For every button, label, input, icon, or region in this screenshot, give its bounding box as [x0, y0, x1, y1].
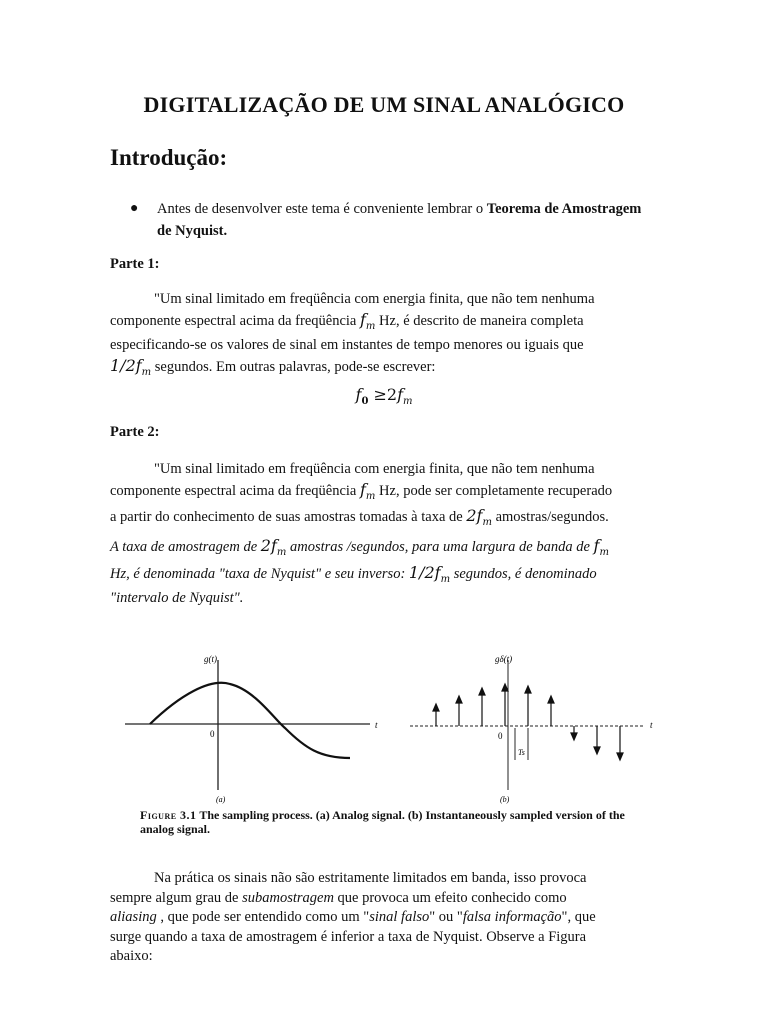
part2-line2b: Hz, pode ser completamente recuperado — [379, 482, 613, 499]
part2-label: Parte 2: — [110, 424, 160, 440]
bullet-bold: Teorema de Amostragem de Nyquist. — [157, 201, 642, 239]
t-label: t — [375, 720, 378, 730]
symbol-fm: $f_m$ — [360, 309, 376, 332]
analog-waveform — [150, 683, 350, 758]
part1-line2a: componente espectral acima da freqüência — [110, 312, 360, 329]
part2-line1: "Um sinal limitado em freqüência com energia finita, que não tem nenhuma — [154, 461, 595, 477]
subamostragem-term: subamostragem — [242, 889, 334, 906]
aliasing-term: aliasing — [110, 909, 157, 925]
part2-line2a: componente espectral acima da freqüência — [110, 482, 360, 499]
symbol-half-fm: $1/2f_m$ — [110, 355, 152, 378]
page-title: DIGITALIZAÇÃO DE UM SINAL ANALÓGICO — [143, 92, 625, 117]
part2-paragraph — [110, 460, 655, 533]
symbol-2fm: $2f_m$ — [466, 506, 492, 529]
part1-label: Parte 1: — [110, 256, 160, 272]
aliasing-paragraph: Na prática os sinais não são estritamente limitados em banda, isso provoca sempre algum grau de subamostragem que provoca um efeito conhecido como aliasing , que pode ser entendido como um "sinal falso" ou "falsa informação", que surge quando a taxa de amostragem é inferior a taxa de Nyquist. Observe a Figura abaixo: — [110, 870, 596, 964]
part2-line3c: amostras/segundos. — [495, 509, 609, 526]
bullet-icon: ● — [130, 201, 139, 216]
sub-b-label: (b) — [500, 795, 510, 804]
nyquist-definition: A taxa de amostragem de $2f_m$ amostras /segundos, para uma largura de banda de $f_m$ Hz, é denominada "taxa de Nyquist" e seu inverso: $1/2f_m$ segundos, é denominado "intervalo de Nyquist". — [110, 536, 609, 607]
g-label: g(t) — [204, 654, 217, 664]
part1-line3: especificando-se os valores de sinal em instantes de tempo menores ou iguais que — [110, 337, 584, 354]
bullet-text: Antes de desenvolver este tema é conveniente lembrar o — [157, 201, 487, 217]
caption-text: The sampling process. (a) Analog signal. (b) Instantaneously sampled version of the analog signal. — [140, 808, 625, 836]
symbol-half-fm: $1/2f_m$ — [408, 562, 451, 585]
figure-number: Figure 3.1 — [140, 808, 197, 822]
bullet-item — [130, 198, 650, 242]
zero-label: 0 — [210, 729, 215, 739]
figure-caption — [140, 808, 660, 836]
analog-signal-plot — [125, 654, 378, 804]
nyquist-equation: $f_0 \ge 2f_m$ — [355, 385, 413, 408]
symbol-fm: $f_m$ — [593, 536, 609, 559]
part1-line2b: Hz, é descrito de maneira completa — [379, 312, 584, 329]
sampling-figure-svg — [120, 640, 660, 805]
sub-a-label: (a) — [216, 795, 226, 804]
symbol-fm: $f_m$ — [360, 479, 376, 502]
section-heading: Introdução: — [110, 145, 228, 170]
g-delta-label: gδ(t) — [495, 654, 513, 664]
ts-label: Ts — [518, 748, 525, 757]
sampled-signal-plot — [410, 654, 653, 804]
part1-line1: "Um sinal limitado em freqüência com energia finita, que não tem nenhuma — [154, 291, 595, 307]
part2-line3a: a partir do conhecimento de suas amostras tomadas à taxa de — [110, 509, 467, 526]
part1-paragraph — [110, 290, 655, 382]
t-label-b: t — [650, 720, 653, 730]
zero-label-b: 0 — [498, 731, 503, 741]
symbol-2fm: $2f_m$ — [260, 536, 287, 559]
part1-line4: segundos. Em outras palavras, pode-se escrever: — [154, 358, 436, 375]
